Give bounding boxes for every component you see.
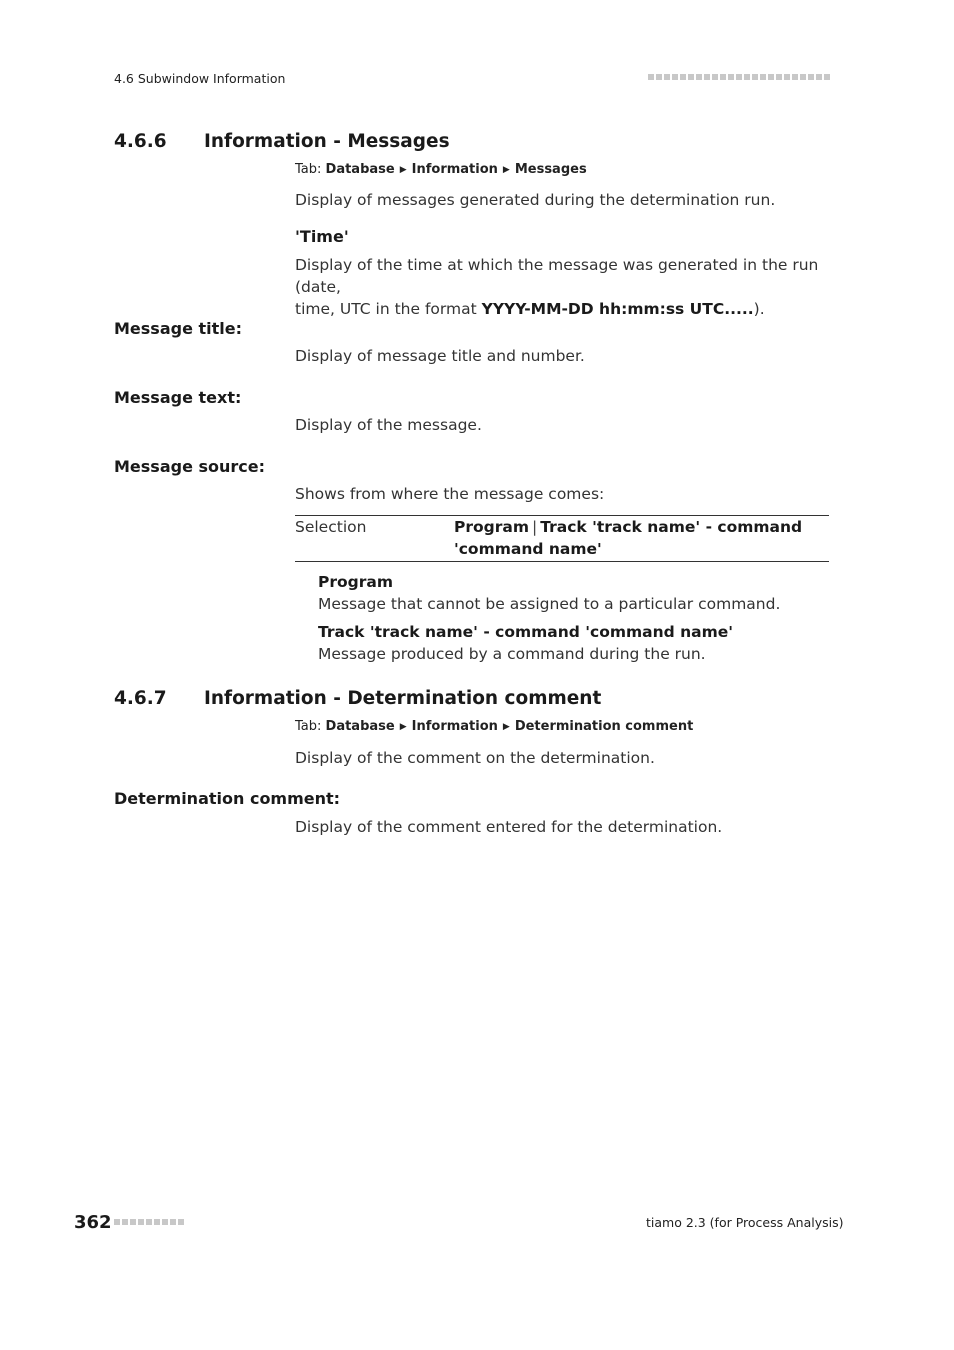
tab-path-item: Information [411,162,498,177]
tab-path: Tab: Database ▶ Information ▶ Messages [295,162,587,177]
product-name: tiamo 2.3 (for Process Analysis) [646,1215,844,1230]
section-intro: Display of messages generated during the determination run. [295,191,776,209]
option-term: Track 'track name' - command 'command name' [318,623,734,641]
table-bottom-rule [295,561,829,562]
time-description: Display of the time at which the message was generated in the run (date, time, UTC in the format YYYY-MM-DD hh:mm:ss UTC.....). [295,256,819,318]
message-title-description: Display of message title and number. [295,347,585,365]
section-heading-4-6-6 [114,131,714,157]
message-source-label: Message source: [114,457,266,476]
option-term: Program [318,573,394,591]
running-header-title: 4.6 Subwindow Information [114,71,286,86]
message-source-description: Shows from where the message comes: [295,485,605,503]
message-text-description: Display of the message. [295,416,482,434]
tab-path-item: Messages [514,162,587,177]
tab-path-item: Determination comment [514,719,694,734]
time-label: 'Time' [295,227,349,246]
section-intro: Display of the comment on the determination. [295,749,655,767]
tab-path: Tab: Database ▶ Information ▶ Determination comment [295,719,694,734]
message-text-label: Message text: [114,388,242,407]
table-value: Program | Track 'track name' - command 'command name' [454,518,803,558]
section-title: Information - Messages [204,131,450,152]
tab-path-item: Database [325,719,395,734]
determination-comment-description: Display of the comment entered for the determination. [295,818,723,836]
section-heading-4-6-7 [114,688,714,714]
triangle-right-icon: ▶ [502,165,510,175]
section-number: 4.6.6 [114,131,167,152]
section-title: Information - Determination comment [204,688,602,709]
option-description: Message that cannot be assigned to a particular command. [318,595,781,613]
section-number: 4.6.7 [114,688,167,709]
footer-decoration [114,1219,184,1227]
page-number: 362 [74,1212,112,1233]
triangle-right-icon: ▶ [399,165,407,175]
option-description: Message produced by a command during the run. [318,645,706,663]
time-format: YYYY-MM-DD hh:mm:ss UTC..... [481,300,754,318]
tab-path-item: Database [325,162,395,177]
triangle-right-icon: ▶ [502,722,510,732]
triangle-right-icon: ▶ [399,722,407,732]
tab-path-item: Information [411,719,498,734]
header-decoration [648,74,829,82]
table-key: Selection [295,518,367,536]
message-title-label: Message title: [114,319,243,338]
determination-comment-label: Determination comment: [114,789,341,808]
